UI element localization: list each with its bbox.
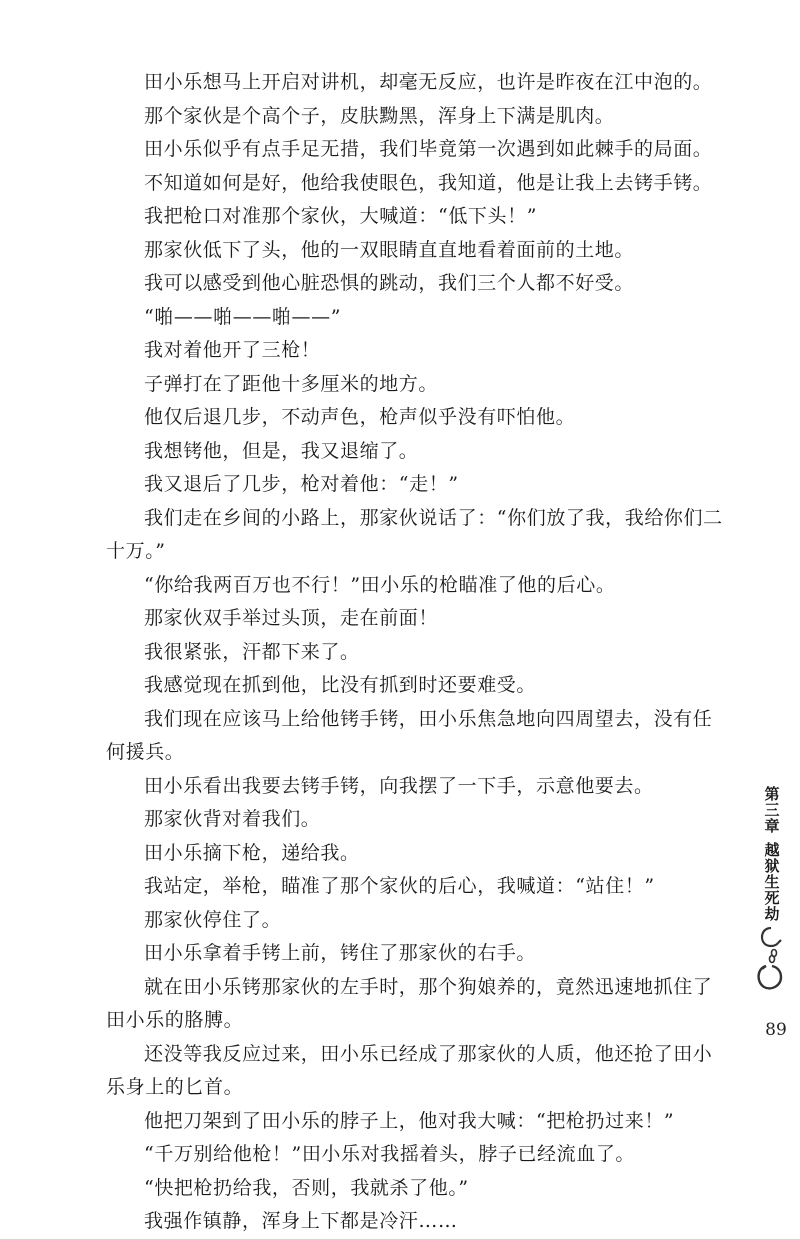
paragraph: 那家伙停住了。 <box>144 908 282 931</box>
paragraph: 还没等我反应过来，田小乐已经成了那家伙的人质，他还抢了田小乐身上的匕首。 <box>106 1042 713 1098</box>
paragraph: 不知道如何是好，他给我使眼色，我知道，他是让我上去铐手铐。 <box>144 171 713 194</box>
chapter-side-tab <box>757 786 785 922</box>
paragraph: 我想铐他，但是，我又退缩了。 <box>144 439 419 462</box>
paragraph: 田小乐想马上开启对讲机，却毫无反应，也许是昨夜在江中泡的。 <box>144 71 713 93</box>
paragraph: 田小乐看出我要去铐手铐，向我摆了一下手，示意他要去。 <box>144 774 654 797</box>
paragraph: “千万别给他枪！”田小乐对我摇着头，脖子已经流血了。 <box>144 1143 636 1165</box>
paragraph: 那家伙双手举过头顶，走在前面！ <box>144 607 439 629</box>
paragraph: 那家伙背对着我们。 <box>144 808 321 830</box>
paragraph: “你给我两百万也不行！”田小乐的枪瞄准了他的后心。 <box>144 573 616 596</box>
paragraph: 那个家伙是个高个子，皮肤黝黑，浑身上下满是肌肉。 <box>144 104 615 127</box>
paragraph: 我站定，举枪，瞄准了那个家伙的后心，我喊道：“站住！” <box>144 875 655 897</box>
paragraph: 他把刀架到了田小乐的脖子上，他对我大喊：“把枪扔过来！” <box>144 1109 675 1132</box>
paragraph: 我们现在应该马上给他铐手铐，田小乐焦急地向四周望去，没有任何援兵。 <box>106 707 713 763</box>
paragraph: 我强作镇静，浑身上下都是冷汗…… <box>144 1210 458 1232</box>
page-number: 89 <box>765 1020 787 1040</box>
paragraph: 我很紧张，汗都下来了。 <box>144 640 360 663</box>
paragraph: 我又退后了几步，枪对着他：“走！” <box>144 473 459 495</box>
paragraph: 我对着他开了三枪！ <box>144 339 321 361</box>
paragraph: 我可以感受到他心脏恐惧的跳动，我们三个人都不好受。 <box>144 272 635 294</box>
paragraph: 我感觉现在抓到他，比没有抓到时还要难受。 <box>144 674 537 696</box>
paragraph: 子弹打在了距他十多厘米的地方。 <box>144 372 439 395</box>
paragraph: 那家伙低下了头，他的一双眼睛直直地看着面前的土地。 <box>144 238 635 261</box>
paragraph: 就在田小乐铐那家伙的左手时，那个狗娘养的，竟然迅速地抓住了田小乐的胳膊。 <box>106 975 713 1031</box>
chapter-label: 第三章 <box>762 786 781 834</box>
paragraph: 田小乐摘下枪，递给我。 <box>144 841 360 864</box>
paragraph: 田小乐拿着手铐上前，铐住了那家伙的右手。 <box>144 942 537 964</box>
paragraph: “啪——啪——啪——” <box>144 305 342 328</box>
handcuffs-icon <box>754 924 788 994</box>
paragraph: 他仅后退几步，不动声色，枪声似乎没有吓怕他。 <box>144 406 576 428</box>
chapter-title: 越狱生死劫 <box>762 842 781 922</box>
body-text <box>106 66 726 1239</box>
paragraph: 我们走在乡间的小路上，那家伙说话了：“你们放了我，我给你们二十万。” <box>106 506 723 562</box>
paragraph: “快把枪扔给我，否则，我就杀了他。” <box>144 1176 469 1199</box>
paragraph: 田小乐似乎有点手足无措，我们毕竟第一次遇到如此棘手的局面。 <box>144 138 713 160</box>
paragraph: 我把枪口对准那个家伙，大喊道：“低下头！” <box>144 205 538 227</box>
